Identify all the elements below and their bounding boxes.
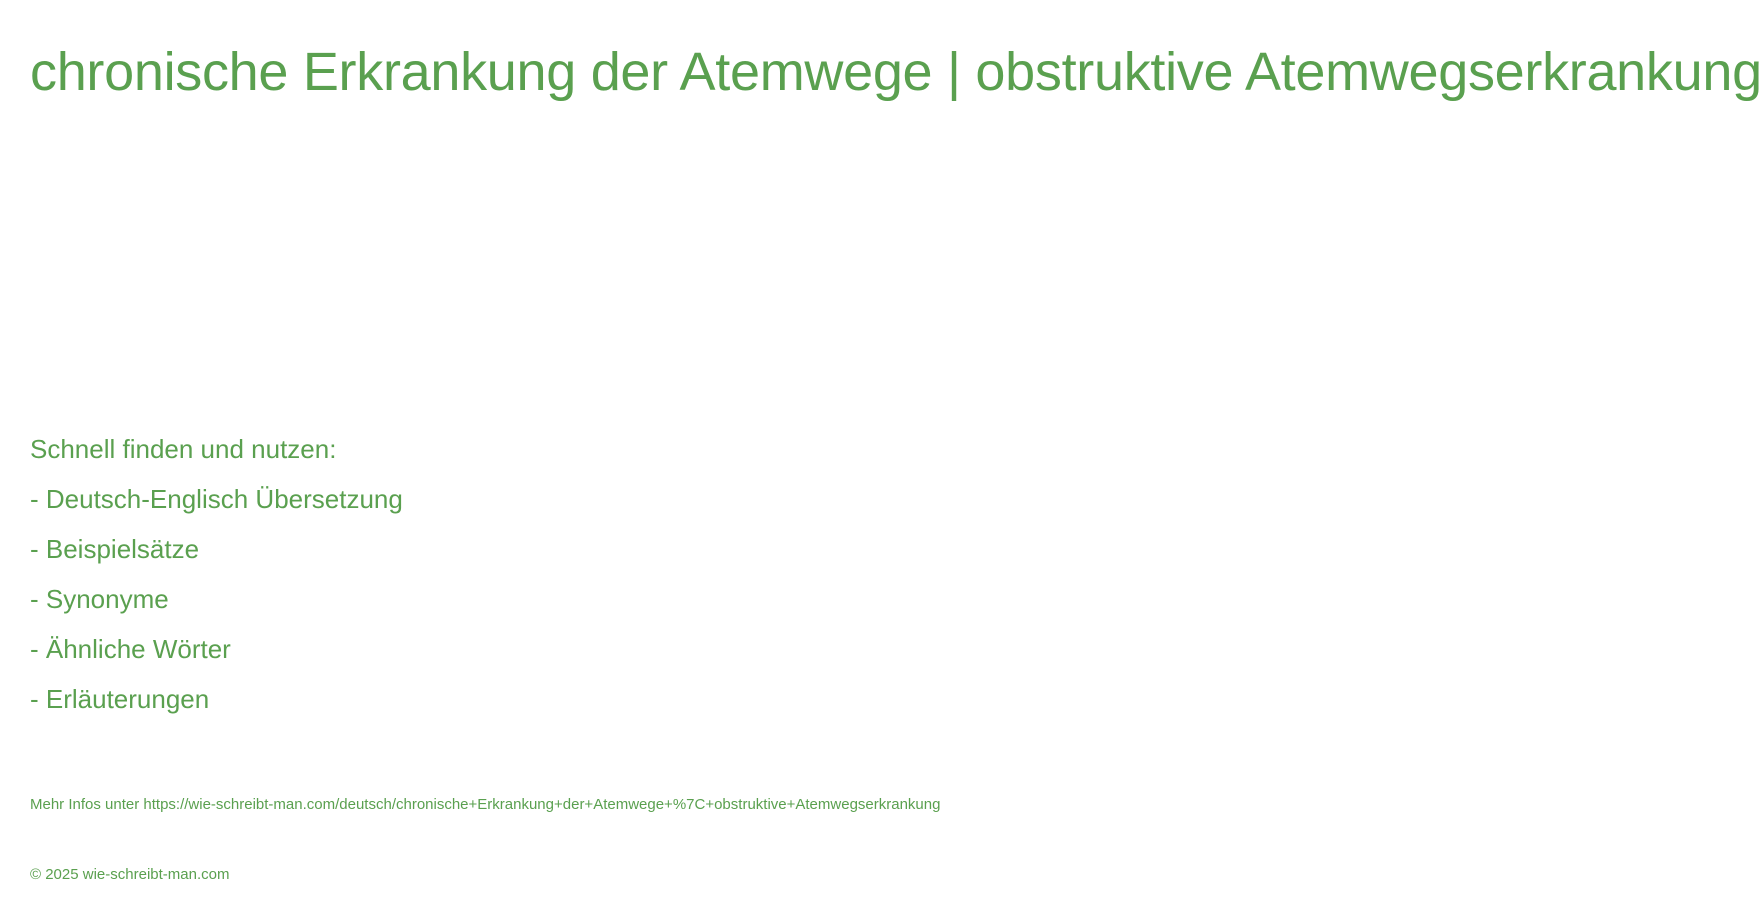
copyright-notice: © 2025 wie-schreibt-man.com — [30, 866, 230, 883]
page-title: chronische Erkrankung der Atemwege | obstruktive Atemwegserkrankung — [30, 42, 1762, 102]
feature-list-section — [30, 424, 403, 724]
more-info-prefix: Mehr Infos unter — [30, 796, 140, 813]
feature-item-explanations: - Erläuterungen — [30, 684, 210, 714]
more-info-line — [30, 795, 941, 815]
feature-item-similar-words: - Ähnliche Wörter — [30, 634, 231, 664]
more-info-url: https://wie-schreibt-man.com/deutsch/chronische+Erkrankung+der+Atemwege+%7C+obstruktive+Atemwegserkrankung — [143, 796, 941, 813]
feature-item-synonyms: - Synonyme — [30, 584, 169, 614]
feature-item-example-sentences: - Beispielsätze — [30, 534, 200, 564]
feature-item-translation: - Deutsch-Englisch Übersetzung — [30, 484, 403, 514]
feature-list — [30, 474, 403, 724]
feature-list-heading: Schnell finden und nutzen: — [30, 434, 337, 464]
